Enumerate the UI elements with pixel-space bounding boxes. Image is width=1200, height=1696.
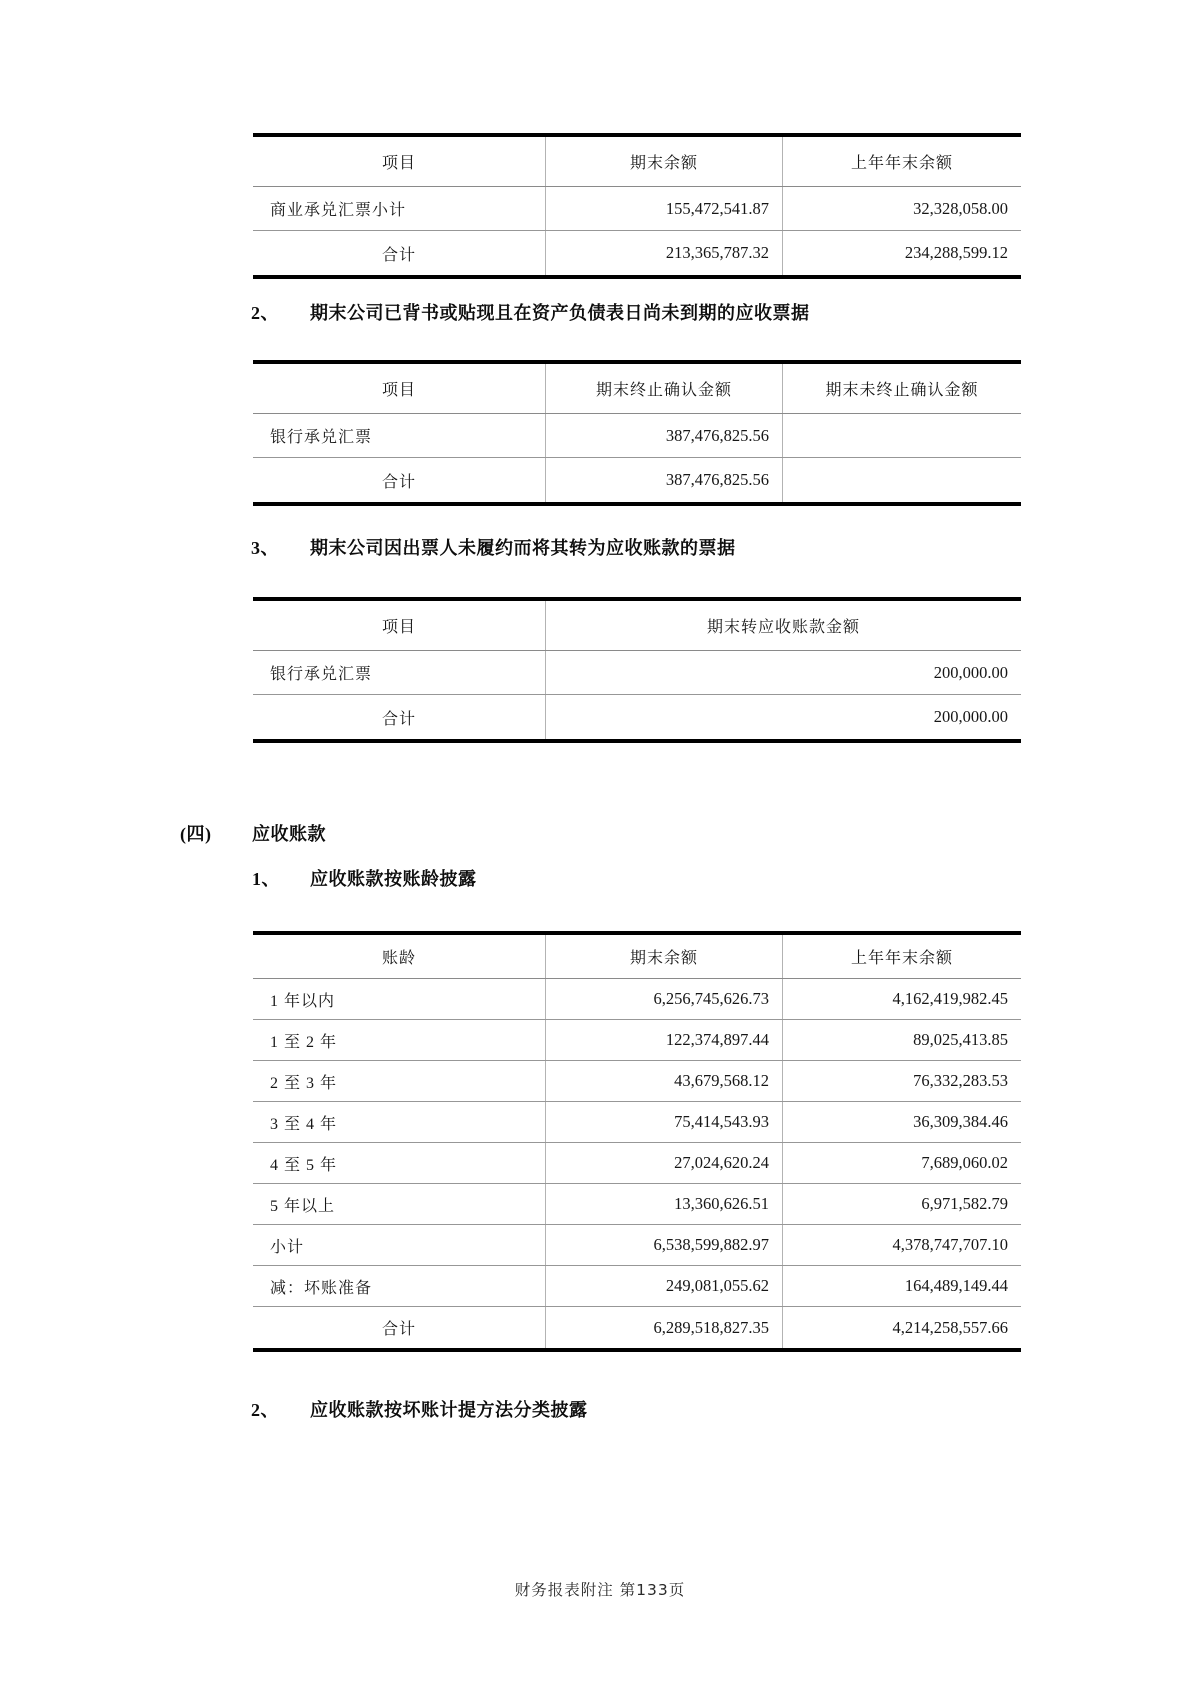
derecognized-amount-cell: 387,476,825.56 [545, 458, 782, 502]
section-title: 应收账款 [252, 824, 326, 844]
aging-header-cell: 账龄 [381, 950, 416, 967]
endorsed-bills-table [253, 360, 1021, 506]
ending-balance-cell: 249,081,055.62 [545, 1266, 782, 1306]
prior-year-balance-cell: 164,489,149.44 [782, 1266, 1021, 1306]
table-row [253, 1102, 1021, 1143]
section-number: 3、 [251, 538, 279, 558]
total-row [253, 458, 1021, 502]
page-footer: 财务报表附注 第133页 [514, 1581, 686, 1599]
section-4-2-heading [251, 1396, 588, 1422]
section-number: 1、 [252, 869, 280, 889]
prior-year-balance-cell: 4,378,747,707.10 [782, 1225, 1021, 1265]
transferred-amount-cell: 200,000.00 [545, 651, 1021, 694]
ending-balance-header-cell: 期末余额 [545, 935, 782, 978]
prior-year-balance-cell: 36,309,384.46 [782, 1102, 1021, 1142]
bad-debt-provision-row [253, 1266, 1021, 1307]
table-row [253, 1143, 1021, 1184]
transferred-amount-cell: 200,000.00 [545, 695, 1021, 739]
ending-balance-cell: 27,024,620.24 [545, 1143, 782, 1183]
section-number: 2、 [251, 1400, 279, 1420]
ending-balance-cell: 213,365,787.32 [545, 231, 782, 275]
total-row [253, 1307, 1021, 1348]
ending-balance-cell: 122,374,897.44 [545, 1020, 782, 1060]
table-row [253, 1184, 1021, 1225]
ending-balance-cell: 155,472,541.87 [545, 187, 782, 230]
derecognized-header-cell: 期末终止确认金额 [545, 364, 782, 413]
defaulted-bills-table [253, 597, 1021, 743]
table-row [253, 187, 1021, 231]
section-2-heading [251, 299, 810, 325]
table-header-row [253, 601, 1021, 651]
prior-year-balance-cell: 7,689,060.02 [782, 1143, 1021, 1183]
ending-balance-cell: 13,360,626.51 [545, 1184, 782, 1224]
aging-bucket-cell: 5 年以上 [270, 1197, 336, 1215]
aging-bucket-cell: 3 至 4 年 [270, 1115, 338, 1133]
section-3-heading [251, 534, 736, 560]
provision-label-cell: 减：坏账准备 [270, 1279, 373, 1297]
not-derecognized-amount-cell [782, 414, 1021, 457]
section-title: 应收账款按坏账计提方法分类披露 [310, 1400, 588, 1420]
aging-bucket-cell: 1 年以内 [270, 992, 336, 1010]
table-row [253, 414, 1021, 458]
bills-receivable-summary-table [253, 133, 1021, 279]
table-row [253, 1020, 1021, 1061]
prior-year-balance-cell: 4,214,258,557.66 [782, 1307, 1021, 1348]
ending-balance-cell: 6,538,599,882.97 [545, 1225, 782, 1265]
ending-balance-cell: 6,256,745,626.73 [545, 979, 782, 1019]
total-label-cell: 合计 [381, 246, 416, 264]
section-title: 期末公司已背书或贴现且在资产负债表日尚未到期的应收票据 [310, 303, 810, 323]
section-number: (四) [180, 824, 212, 844]
aging-bucket-cell: 4 至 5 年 [270, 1156, 338, 1174]
prior-year-balance-cell: 76,332,283.53 [782, 1061, 1021, 1101]
prior-year-balance-header-cell: 上年年末余额 [782, 935, 1021, 978]
table-header-row [253, 137, 1021, 187]
prior-year-balance-cell: 89,025,413.85 [782, 1020, 1021, 1060]
section-title: 应收账款按账龄披露 [310, 869, 477, 889]
total-label-cell: 合计 [381, 473, 416, 491]
not-derecognized-header-cell: 期末未终止确认金额 [782, 364, 1021, 413]
table-row [253, 979, 1021, 1020]
prior-year-balance-cell: 6,971,582.79 [782, 1184, 1021, 1224]
section-title: 期末公司因出票人未履约而将其转为应收账款的票据 [310, 538, 736, 558]
transferred-amount-header-cell: 期末转应收账款金额 [545, 601, 1021, 650]
section-4-heading [180, 820, 326, 846]
item-cell: 商业承兑汇票小计 [270, 202, 407, 219]
item-header-cell: 项目 [381, 382, 416, 399]
table-row [253, 651, 1021, 695]
item-cell: 银行承兑汇票 [270, 666, 373, 683]
total-row [253, 231, 1021, 275]
item-header-cell: 项目 [381, 155, 416, 172]
item-header-cell: 项目 [381, 619, 416, 636]
subtotal-label-cell: 小计 [270, 1238, 305, 1256]
section-4-1-heading [252, 865, 477, 891]
ending-balance-cell: 75,414,543.93 [545, 1102, 782, 1142]
ending-balance-cell: 6,289,518,827.35 [545, 1307, 782, 1348]
derecognized-amount-cell: 387,476,825.56 [545, 414, 782, 457]
prior-year-balance-cell: 32,328,058.00 [782, 187, 1021, 230]
subtotal-row [253, 1225, 1021, 1266]
section-number: 2、 [251, 303, 279, 323]
prior-year-balance-header-cell: 上年年末余额 [782, 137, 1021, 186]
prior-year-balance-cell: 4,162,419,982.45 [782, 979, 1021, 1019]
prior-year-balance-cell: 234,288,599.12 [782, 231, 1021, 275]
total-label-cell: 合计 [381, 1321, 416, 1338]
aging-bucket-cell: 1 至 2 年 [270, 1033, 338, 1051]
total-label-cell: 合计 [381, 710, 416, 728]
table-header-row [253, 364, 1021, 414]
table-row [253, 1061, 1021, 1102]
item-cell: 银行承兑汇票 [270, 429, 373, 446]
not-derecognized-amount-cell [782, 458, 1021, 502]
receivables-aging-table [253, 931, 1021, 1352]
total-row [253, 695, 1021, 739]
aging-bucket-cell: 2 至 3 年 [270, 1074, 338, 1092]
table-header-row [253, 935, 1021, 979]
ending-balance-header-cell: 期末余额 [545, 137, 782, 186]
ending-balance-cell: 43,679,568.12 [545, 1061, 782, 1101]
